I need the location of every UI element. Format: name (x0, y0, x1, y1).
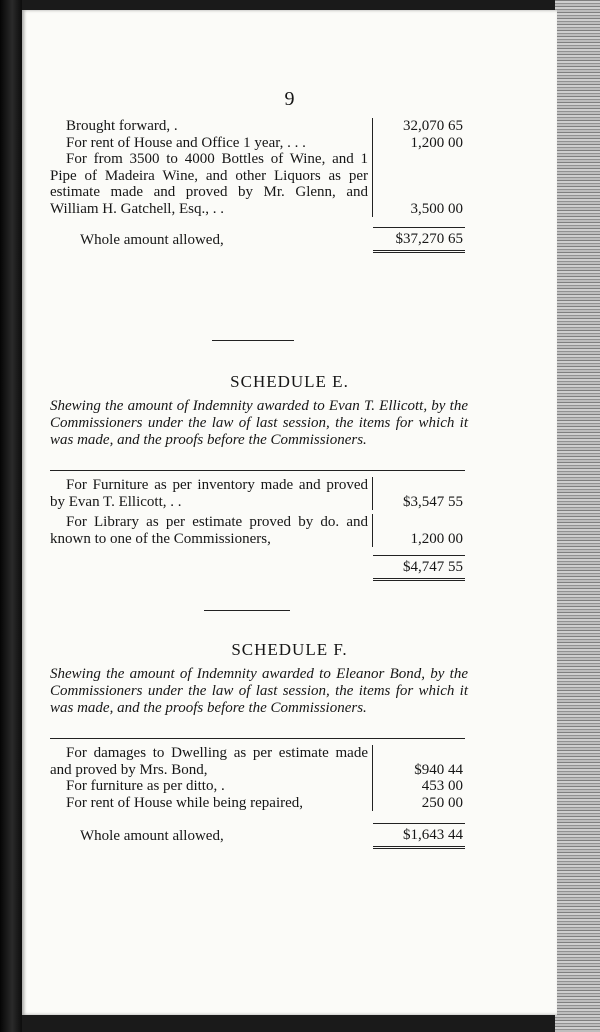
table-row-desc: For Furniture as per inventory made and proved by Evan T. Ellicott, . . (50, 477, 373, 510)
schedule-e-table (50, 470, 465, 581)
schedule-f-table (50, 738, 465, 849)
table-row-amount: 1,200 00 (410, 530, 463, 547)
table-row-amount: $940 44 (414, 761, 463, 778)
page-number: 9 (284, 88, 295, 110)
table-row-desc: For Library as per estimate proved by do. and known to one of the Commissioners, (50, 514, 373, 547)
table-row-amount: 453 00 (421, 778, 463, 794)
total-label: Whole amount allowed, (80, 827, 224, 844)
table-row-amount: 3,500 00 (410, 200, 463, 217)
total-amount: $1,643 44 (373, 823, 465, 849)
schedule-e-heading: SCHEDULE E. (230, 372, 349, 391)
page-edges (555, 0, 600, 1032)
total-amount: $4,747 55 (373, 555, 465, 581)
table-row-desc: For furniture as per ditto, . (50, 778, 373, 795)
table-row-desc: Brought forward, . (50, 118, 373, 135)
section-divider (204, 610, 290, 611)
book-spine (0, 0, 22, 1032)
schedule-e-caption: Shewing the amount of Indemnity awarded to Evan T. Ellicott, by the Commissioners under the law of last session, the items for which it was made, and the proofs before the Commissioners. (50, 398, 468, 448)
total-amount: $37,270 65 (373, 227, 465, 253)
document-page (22, 10, 557, 1015)
table-row-amount: 1,200 00 (410, 134, 463, 151)
total-label: Whole amount allowed, (80, 231, 224, 248)
table-row-desc: For rent of House and Office 1 year, . . . (50, 135, 373, 152)
table-row-desc: For damages to Dwelling as per estimate made and proved by Mrs. Bond, (50, 745, 373, 778)
table-row-amount: $3,547 55 (403, 493, 463, 510)
table-row-desc: For from 3500 to 4000 Bottles of Wine, and 1 Pipe of Madeira Wine, and other Liquors as per estimate made and proved by Mr. Glenn, and William H. Gatchell, Esq., . . (50, 151, 373, 217)
table-row-desc: For rent of House while being repaired, (50, 795, 373, 812)
schedule-f-heading: SCHEDULE F. (231, 640, 348, 659)
schedule-d-table (50, 118, 465, 253)
table-row-amount: 250 00 (421, 794, 463, 811)
schedule-f-caption: Shewing the amount of Indemnity awarded to Eleanor Bond, by the Commissioners under the law of last session, the items for which it was made, and the proofs before the Commissioners. (50, 666, 468, 716)
section-divider (212, 340, 294, 341)
table-row-amount: 32,070 65 (403, 118, 463, 134)
